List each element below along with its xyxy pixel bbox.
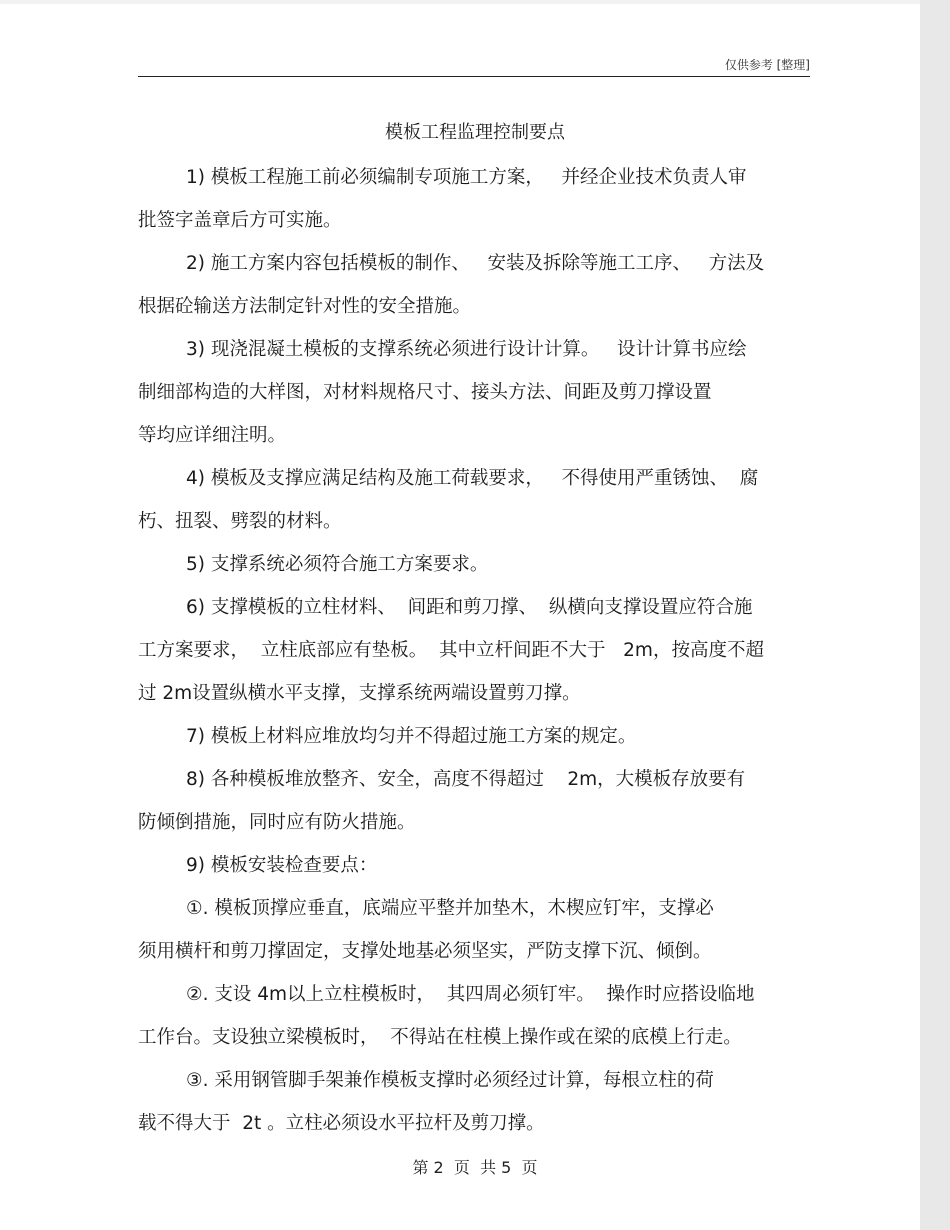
page-number-footer: 第 2 页 共 5 页 [412, 1158, 538, 1177]
body-line: 朽、扭裂、劈裂的材料。 [138, 511, 342, 532]
body-line: 8) 各种模板堆放整齐、安全，高度不得超过 2m，大模板存放要有 [186, 769, 746, 790]
body-line: 7) 模板上材料应堆放均匀并不得超过施工方案的规定。 [186, 726, 637, 747]
body-line: ①. 模板顶撑应垂直，底端应平整并加垫木，木楔应钉牢，支撑必 [186, 898, 714, 919]
document-body [138, 156, 810, 1145]
body-line: 制细部构造的大样图，对材料规格尺寸、接头方法、间距及剪刀撑设置 [138, 382, 712, 403]
body-line: 工作台。支设独立梁模板时， 不得站在柱模上操作或在梁的底模上行走。 [138, 1027, 742, 1048]
body-line: 6) 支撑模板的立柱材料、 间距和剪刀撑、 纵横向支撑设置应符合施 [186, 597, 753, 618]
page-right-margin [920, 0, 950, 1230]
header-rule [138, 76, 810, 77]
body-line: ③. 采用钢管脚手架兼作模板支撑时必须经过计算，每根立柱的荷 [186, 1070, 714, 1091]
body-line: 4) 模板及支撑应满足结构及施工荷载要求， 不得使用严重锈蚀、 腐 [186, 468, 759, 489]
body-line: 3) 现浇混凝土模板的支撑系统必须进行设计计算。 设计计算书应绘 [186, 339, 747, 360]
document-title: 模板工程监理控制要点 [385, 122, 565, 143]
body-line: 等均应详细注明。 [138, 425, 287, 446]
body-line: 载不得大于 2t 。立柱必须设水平拉杆及剪刀撑。 [138, 1113, 545, 1134]
body-line: ②. 支设 4m以上立柱模板时， 其四周必须钉牢。 操作时应搭设临地 [186, 984, 755, 1005]
body-line: 过 2m设置纵横水平支撑，支撑系统两端设置剪刀撑。 [138, 683, 581, 704]
header-note: 仅供参考 [整理] [724, 58, 810, 72]
page-top-edge [0, 0, 950, 4]
body-line: 9) 模板安装检查要点： [186, 855, 378, 876]
body-line: 1) 模板工程施工前必须编制专项施工方案， 并经企业技术负责人审 [186, 167, 747, 188]
body-line: 须用横杆和剪刀撑固定，支撑处地基必须坚实，严防支撑下沉、倾倒。 [138, 941, 712, 962]
body-line: 批签字盖章后方可实施。 [138, 210, 342, 231]
body-line: 5) 支撑系统必须符合施工方案要求。 [186, 554, 489, 575]
body-line: 根据砼输送方法制定针对性的安全措施。 [138, 296, 472, 317]
body-line: 防倾倒措施，同时应有防火措施。 [138, 812, 416, 833]
body-line: 工方案要求， 立柱底部应有垫板。 其中立杆间距不大于 2m，按高度不超 [138, 640, 764, 661]
body-line: 2) 施工方案内容包括模板的制作、 安装及拆除等施工工序、 方法及 [186, 253, 765, 274]
